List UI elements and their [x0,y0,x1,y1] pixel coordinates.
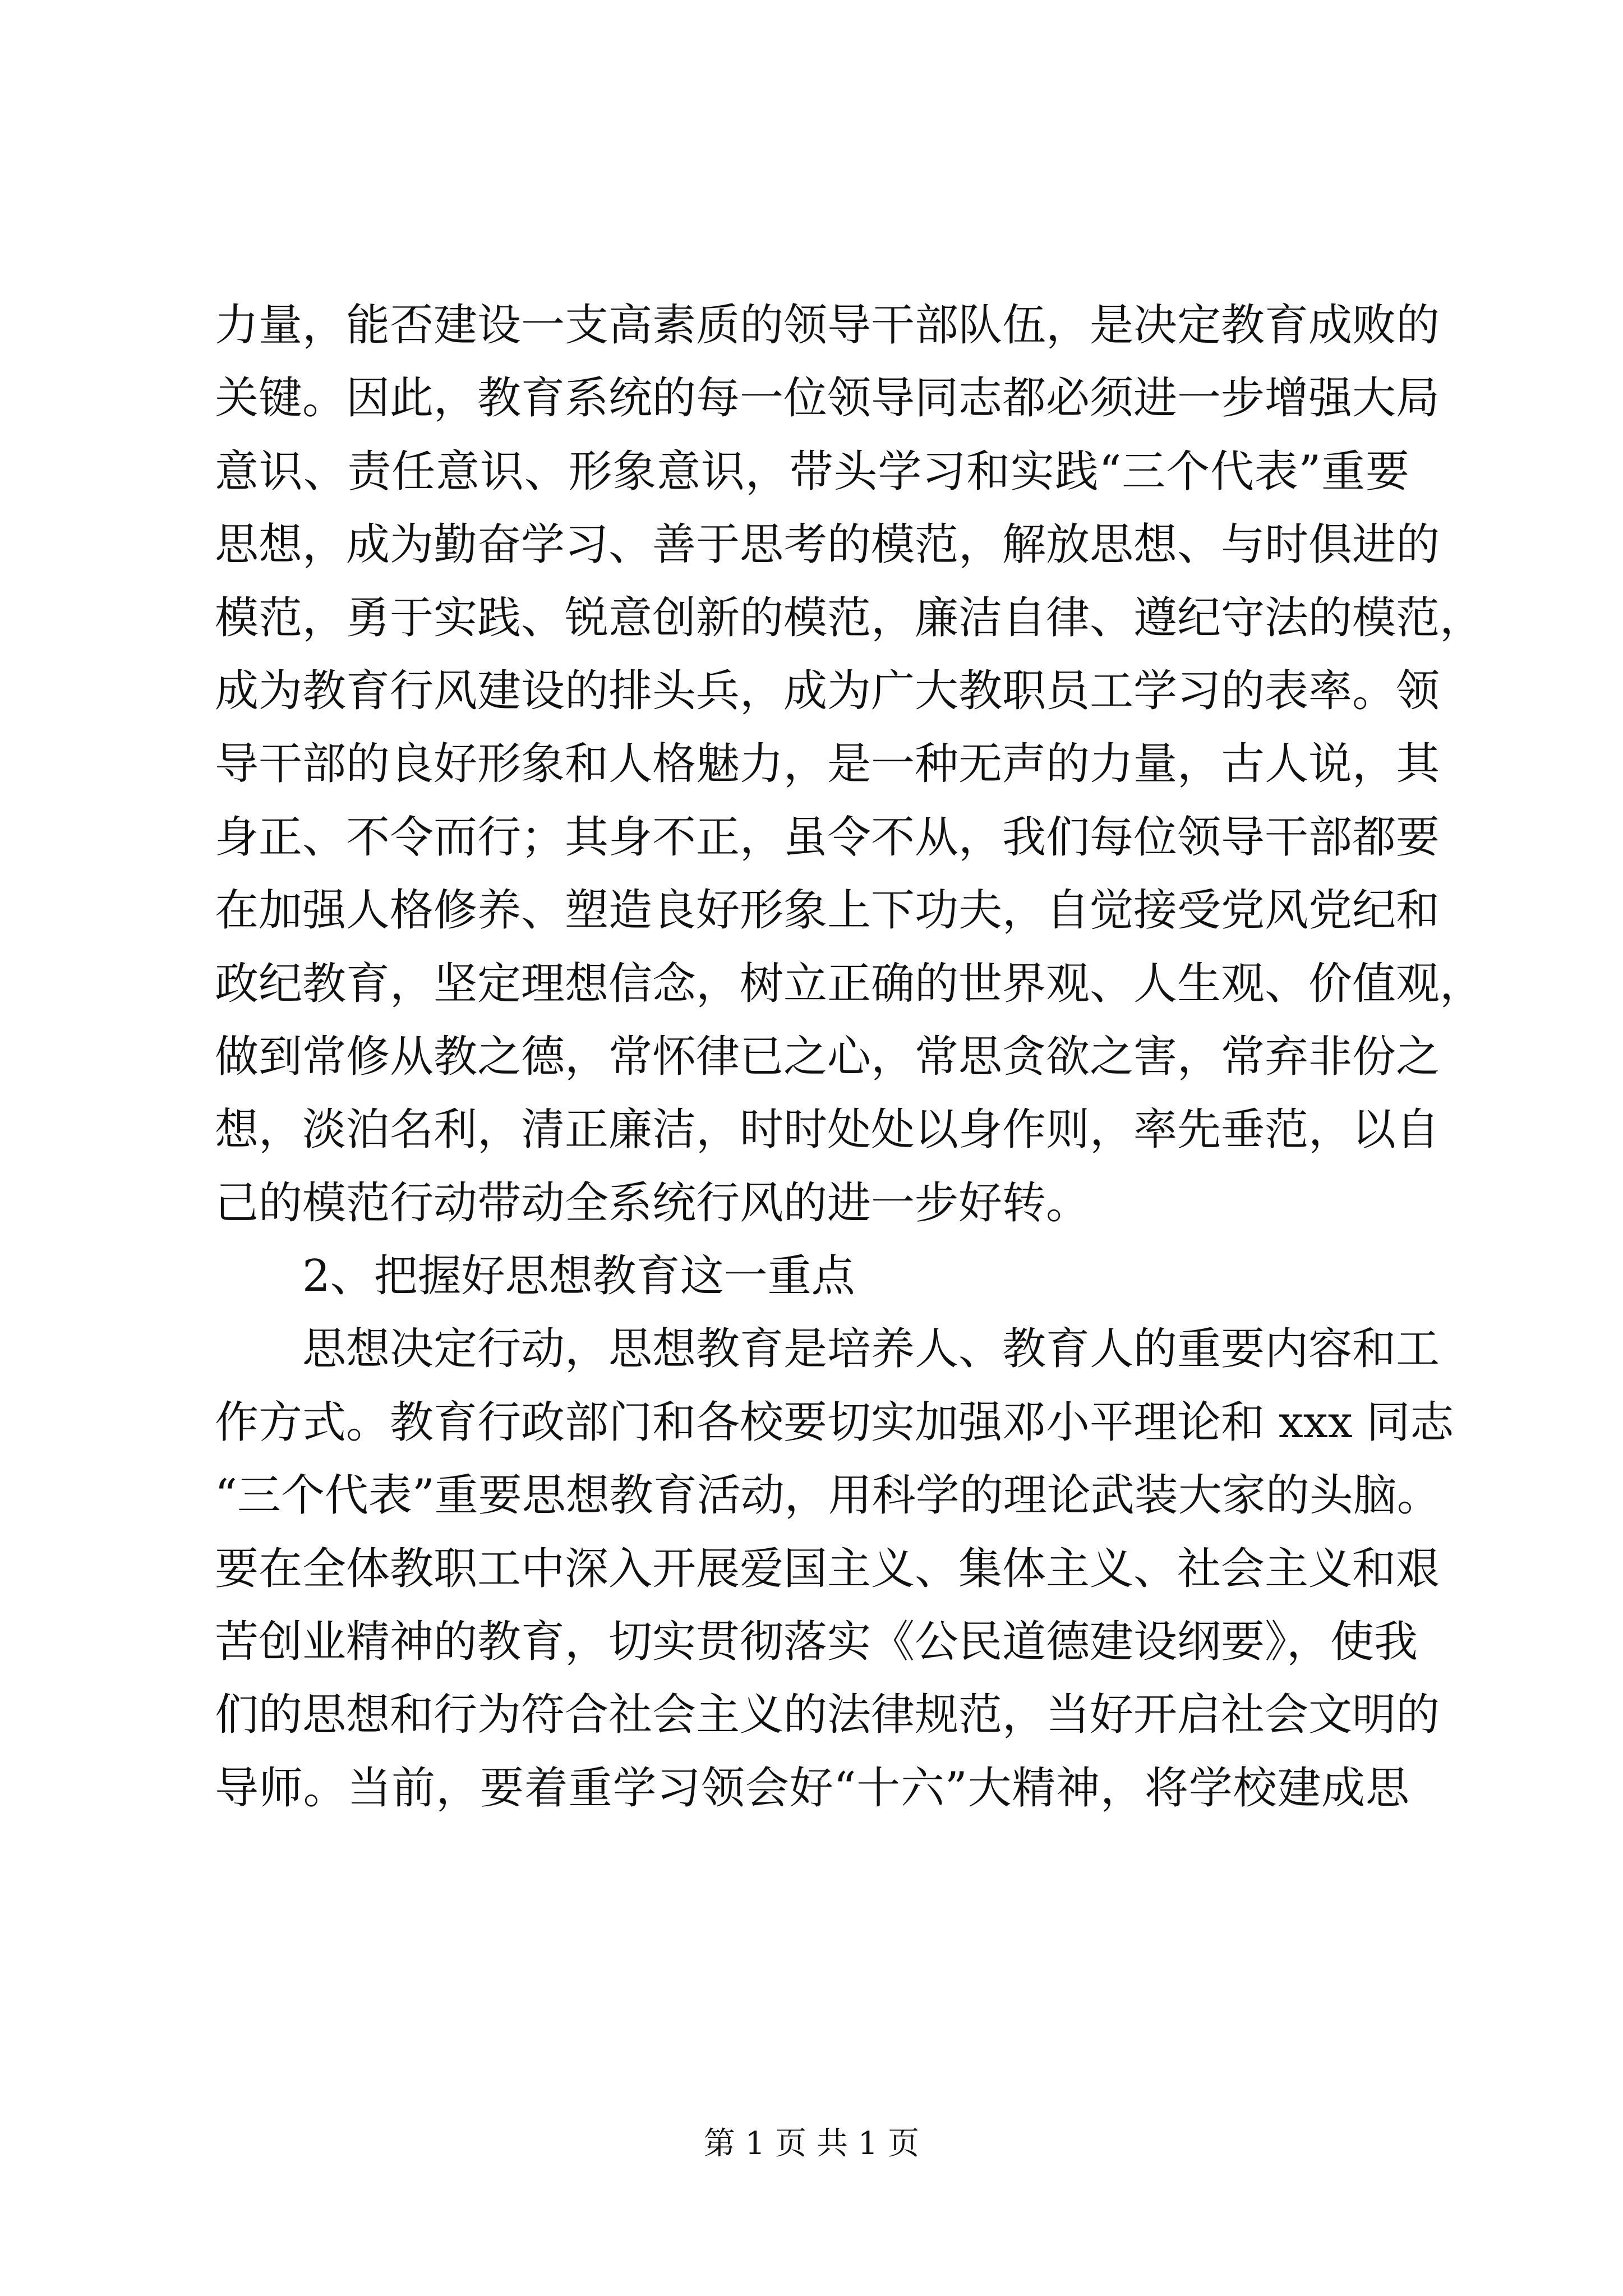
body-line-16: 作方式。教育行政部门和各校要切实加强邓小平理论和 xxx 同志 [215,1397,1454,1448]
body-line-4: 思想，成为勤奋学习、善于思考的模范，解放思想、与时俱进的 [215,519,1440,570]
body-line-8: 身正、不令而行；其身不正，虽令不从，我们每位领导干部都要 [215,812,1440,863]
body-line-2: 关键。因此，教育系统的每一位领导同志都必须进一步增强大局 [215,373,1440,424]
body-line-6: 成为教育行风建设的排头兵，成为广大教职员工学习的表率。领 [215,665,1440,716]
body-line-11: 做到常修从教之德，常怀律已之心，常思贪欲之害，常弃非份之 [215,1031,1440,1082]
document-body [215,289,1484,1825]
body-line-18: 要在全体教职工中深入开展爱国主义、集体主义、社会主义和艰 [215,1543,1440,1594]
body-line-3: 意识、责任意识、形象意识，带头学习和实践“三个代表”重要 [215,446,1409,497]
body-line-21: 导师。当前，要着重学习领会好“十六”大精神，将学校建成思 [215,1763,1409,1814]
body-line-15: 思想决定行动，思想教育是培养人、教育人的重要内容和工 [302,1324,1440,1375]
section-heading: 2、把握好思想教育这一重点 [302,1251,855,1302]
body-line-9: 在加强人格修养、塑造良好形象上下功夫，自觉接受党风党纪和 [215,885,1440,936]
body-line-5: 模范，勇于实践、锐意创新的模范，廉洁自律、遵纪守法的模范， [215,592,1484,643]
page-number-label: 第 1 页 共 1 页 [703,2125,920,2162]
body-line-7: 导干部的良好形象和人格魅力，是一种无声的力量，古人说，其 [215,739,1440,790]
body-line-17: “三个代表”重要思想教育活动，用科学的理论武装大家的头脑。 [215,1470,1441,1521]
body-line-20: 们的思想和行为符合社会主义的法律规范，当好开启社会文明的 [215,1690,1440,1741]
page-footer [0,2124,1623,2164]
body-line-12: 想，淡泊名利，清正廉洁，时时处处以身作则，率先垂范，以自 [215,1105,1440,1156]
body-line-10: 政纪教育，坚定理想信念，树立正确的世界观、人生观、价值观， [215,958,1484,1009]
body-line-19: 苦创业精神的教育，切实贯彻落实《公民道德建设纲要》，使我 [215,1617,1418,1668]
body-line-13: 己的模范行动带动全系统行风的进一步好转。 [215,1177,1090,1228]
body-line-1: 力量，能否建设一支高素质的领导干部队伍，是决定教育成败的 [215,300,1440,351]
